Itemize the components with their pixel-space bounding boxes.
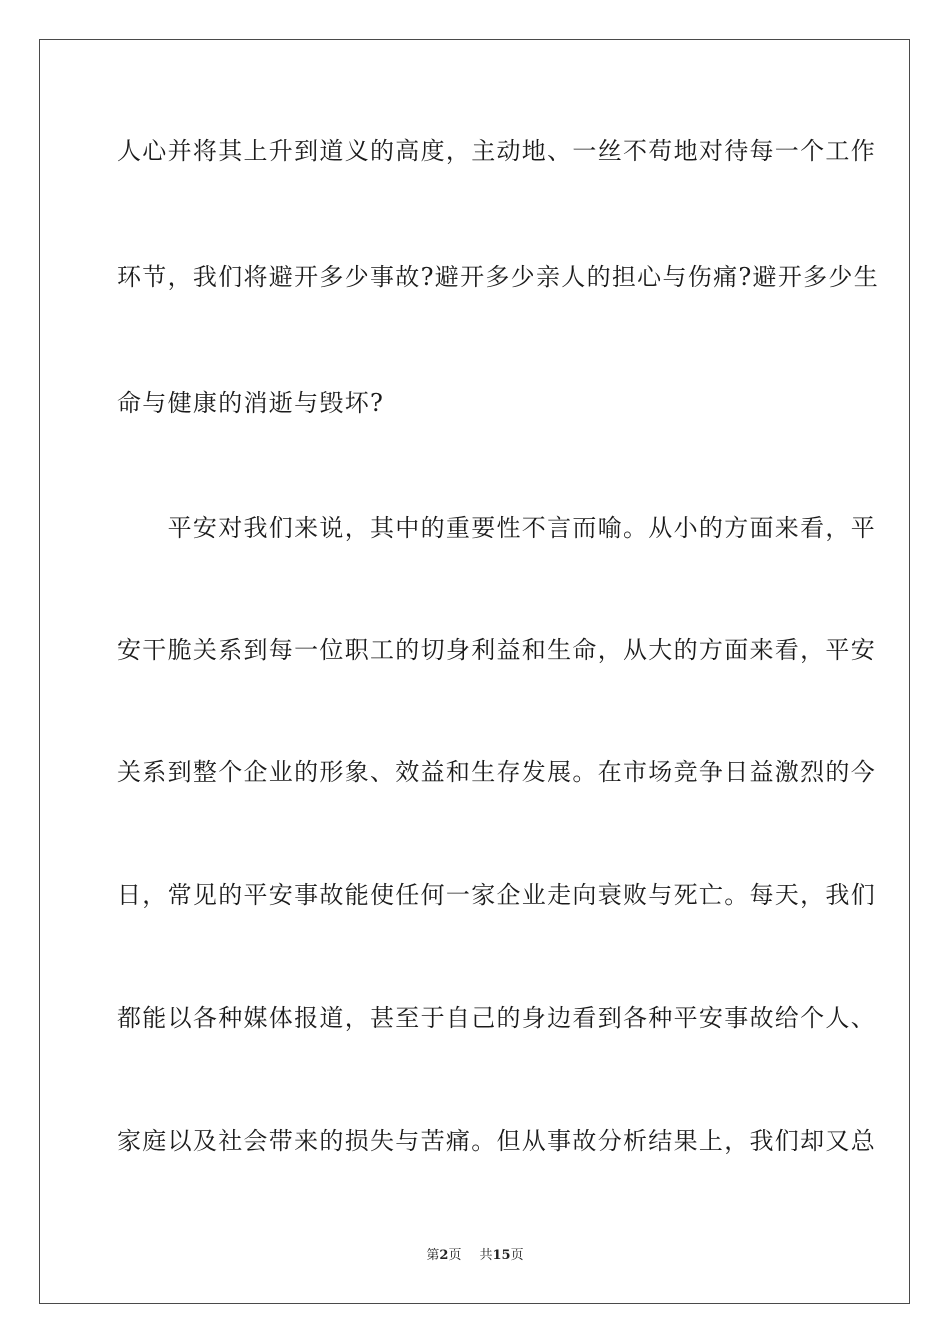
- body-text-line: 平安对我们来说，其中的重要性不言而喻。从小的方面来看，平: [117, 514, 876, 542]
- body-text-line: 家庭以及社会带来的损失与苦痛。但从事故分析结果上，我们却又总: [117, 1127, 876, 1155]
- total-suffix: 页: [510, 1248, 524, 1263]
- page-footer: [0, 1247, 950, 1265]
- body-text-line: 日，常见的平安事故能使任何一家企业走向衰败与死亡。每天，我们: [117, 881, 876, 909]
- body-text-line: 命与健康的消逝与毁坏?: [117, 389, 385, 417]
- page-number: 2: [439, 1248, 449, 1263]
- body-text-line: 关系到整个企业的形象、效益和生存发展。在市场竞争日益激烈的今: [117, 758, 876, 786]
- page-suffix: 页: [448, 1248, 462, 1263]
- body-text-line: 环节，我们将避开多少事故?避开多少亲人的担心与伤痛?避开多少生: [117, 263, 880, 291]
- body-text-line: 人心并将其上升到道义的高度，主动地、一丝不苟地对待每一个工作: [117, 137, 876, 165]
- page-border: [39, 39, 910, 1304]
- body-text-line: 安干脆关系到每一位职工的切身利益和生命，从大的方面来看，平安: [117, 636, 876, 664]
- body-text-line: 都能以各种媒体报道，甚至于自己的身边看到各种平安事故给个人、: [117, 1004, 876, 1032]
- page-prefix: 第: [426, 1248, 440, 1263]
- total-prefix: 共: [479, 1248, 493, 1263]
- total-pages: 15: [492, 1248, 511, 1263]
